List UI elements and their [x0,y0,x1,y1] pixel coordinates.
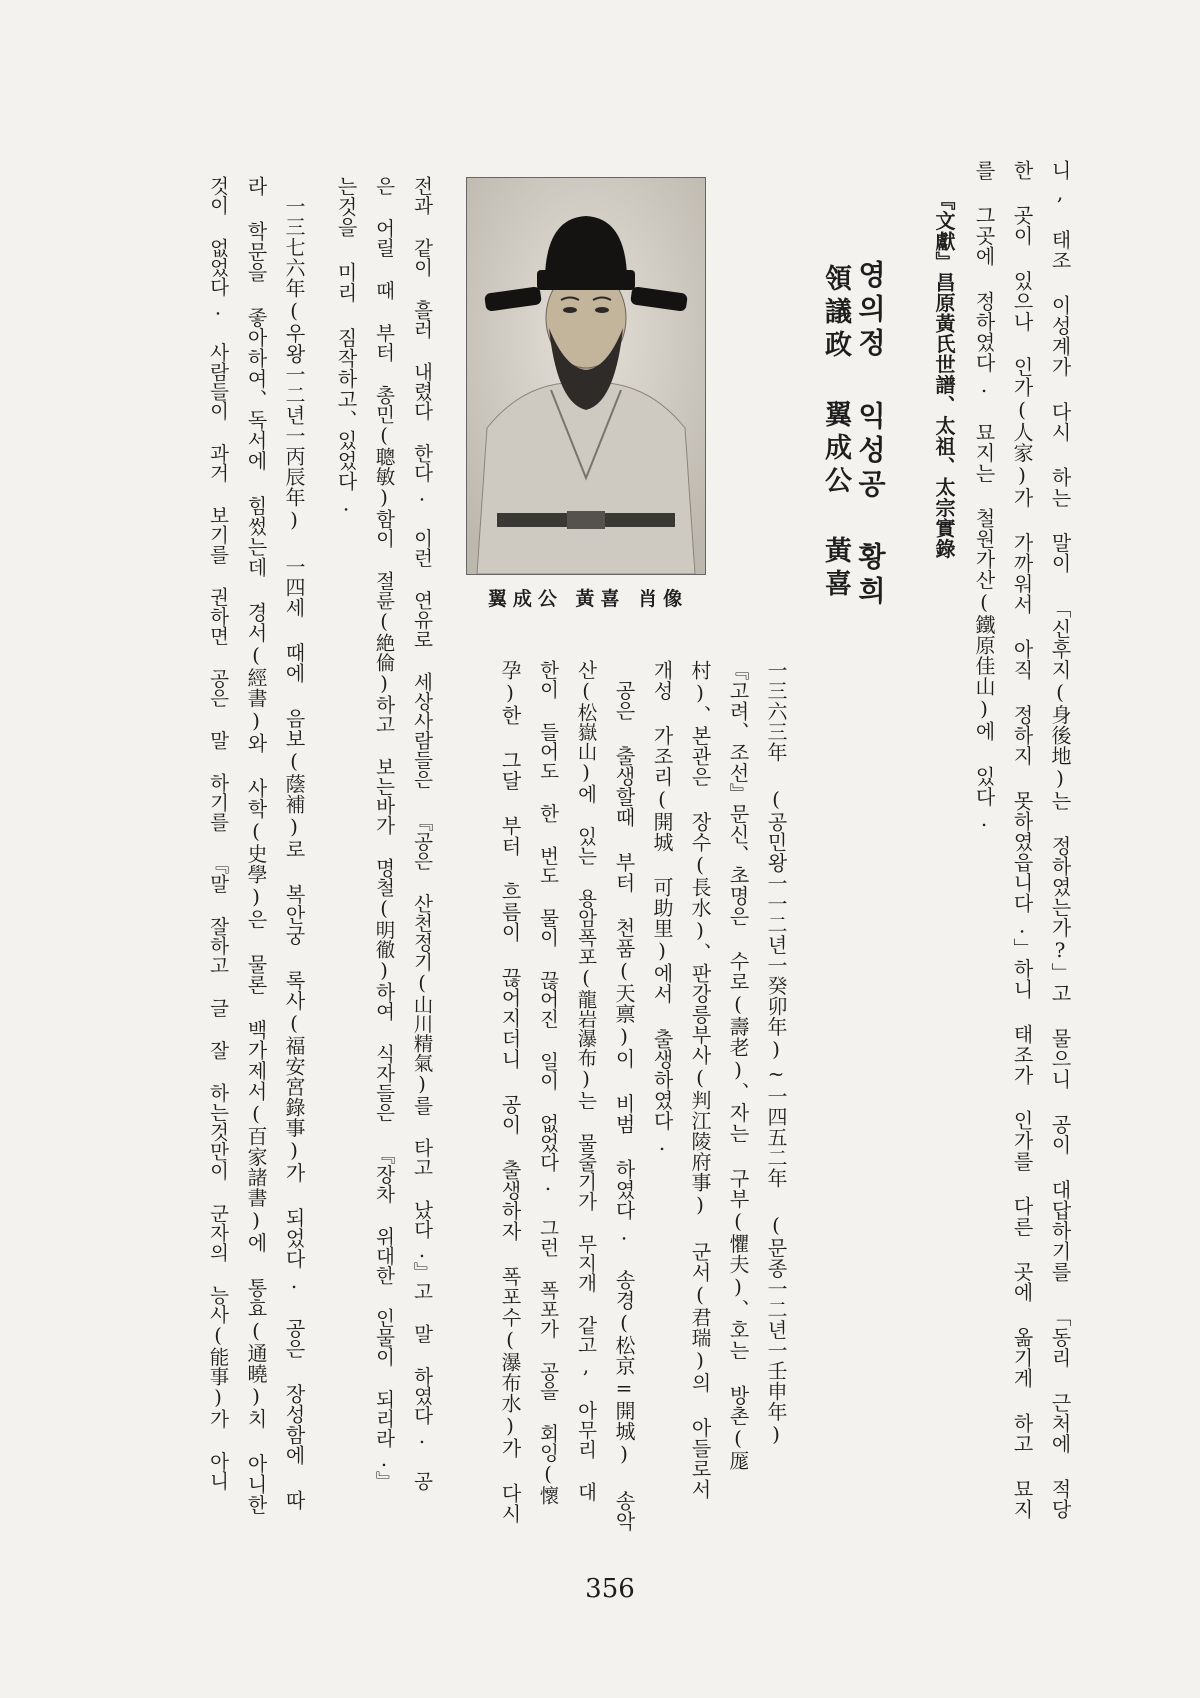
references-line: 『文獻』昌原黃氏世譜、太祖、太宗實錄 [932,190,956,559]
text-column-17: 라 학문을 좋아하여、독서에 힘썼는데 경서(經書)와 사학(史學)은 물론 백가제서(百家諸書)에 통효(通曉)치 아니한 [244,176,268,1515]
portrait-caption: 翼成公 黃喜 肖像 [487,588,689,610]
portrait-drawing [467,178,705,574]
text-column-11: 한이 들어도 한 번도 물이 끊어진 일이 없었다. 그런 폭포가 공을 회잉(懷 [536,660,560,1505]
section-title-hangul: 영의정 익성공 황희 [854,260,887,610]
text-column-6: 『고려、조선』문신、초명은 수로(壽老)、자는 구부(懼夫)、호는 방촌(厖 [726,660,750,1471]
text-column-9: 공은 출생할때 부터 천품(天禀)이 비범 하였다. 송경(松京=開城) 송악 [612,680,636,1532]
text-column-16: 一三七六年(우왕一二년一丙辰年) 一四세 때에 음보(蔭補)로 복안궁 록사(福安宮錄事)가 되었다. 공은 장성함에 따 [282,196,306,1511]
text-column-15: 는것을 미리 짐작하고、있었다. [334,176,358,516]
text-column-12: 孕)한 그달 부터 흐름이 끊어지더니 공이 출생하자 폭포수(瀑布水)가 다시 [498,660,522,1524]
text-column-13: 전과 같이 흘러 내렸다 한다. 이런 연유로 세상사람들은 『공은 산천정기(山川精氣)를 타고 났다.』고 말 하였다. 공 [410,176,434,1491]
text-column-7: 村)、본관은 장수(長水)、판강릉부사(判江陵府事) 군서(君瑞)의 아들로서 [688,660,712,1500]
text-column-1: 니, 태조 이성계가 다시 하는 말이 「신후지(身後地)는 정하였는가?」고 물으니 공이 대답하기를 「동리 근처에 적당 [1048,160,1072,1520]
text-column-18: 것이 없었다. 사람들이 과거 보기를 권하면 공은 말 하기를 『말 잘하고 글 잘 하는것만이 군자의 능사(能事)가 아니 [206,176,230,1491]
text-column-3: 를 그곳에 정하였다. 묘지는 철원가산(鐵原佳山)에 있다. [972,160,996,832]
portrait-image [466,177,706,575]
text-column-14: 은 어릴 때 부터 총민(聰敏)함이 절륜(絶倫)하고 보는바가 명철(明徹)하여 식자들은 『장차 위대한 인물이 되리라.』 [372,176,396,1491]
page-number: 356 [585,1574,635,1604]
text-column-8: 개성 가조리(開城 可助里)에서 출생하였다. [650,660,674,1156]
section-title-hanja: 領議政 翼成公 黃喜 [820,264,851,602]
text-column-10: 산(松嶽山)에 있는 용암폭포(龍岩瀑布)는 물줄기가 무지개 같고, 아무리 대 [574,660,598,1502]
text-column-2: 한 곳이 있으나 인가(人家)가 가까워서 아직 정하지 못하였읍니다.」하니 태조가 인가를 다른 곳에 옮기게 하고 묘지 [1010,160,1034,1520]
text-column-5: 一三六三年 (공민왕一一二년一癸卯年)~一四五二年 (문종一二년一壬申年) [764,660,788,1447]
